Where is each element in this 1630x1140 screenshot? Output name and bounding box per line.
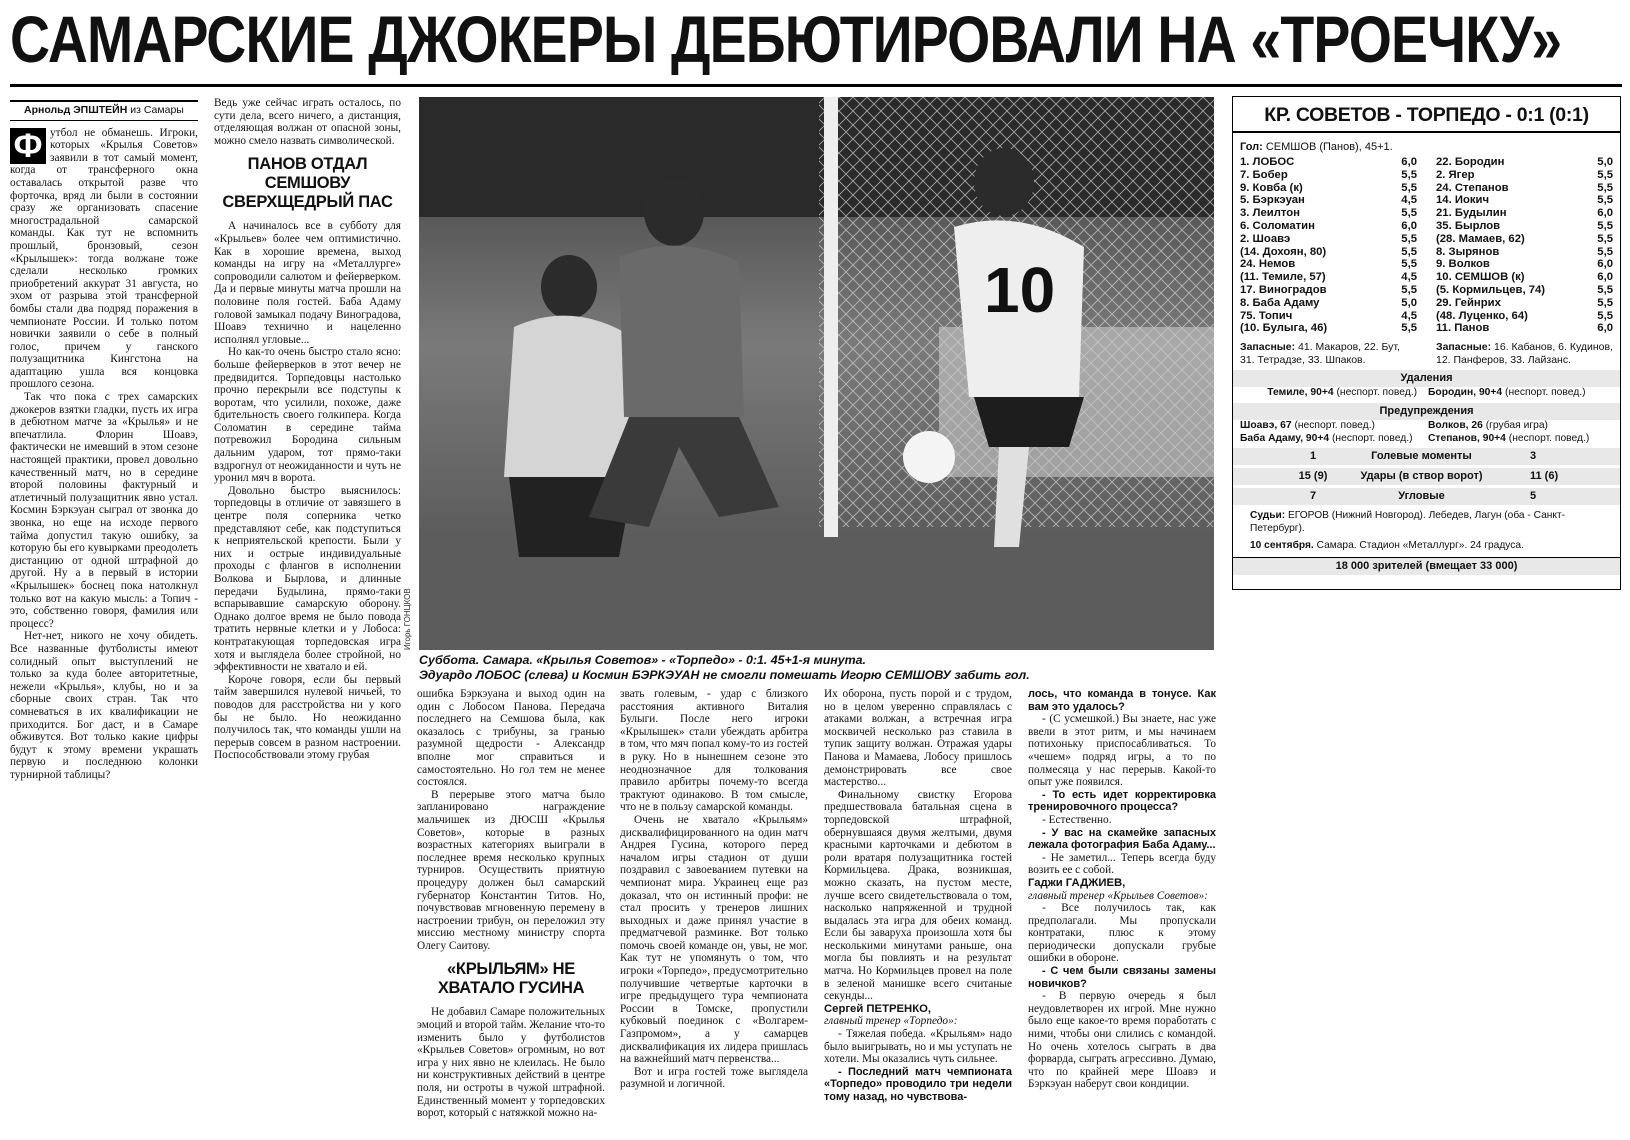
sendoff-home <box>1240 387 1425 400</box>
article-column-2 <box>214 97 401 1097</box>
stat-away-value: 5 <box>1530 490 1537 503</box>
player-rating: 5,5 <box>1401 245 1417 258</box>
player-name: 11. Панов <box>1436 322 1490 335</box>
sendoffs <box>1240 387 1613 400</box>
player-name: 24. Немов <box>1240 258 1296 271</box>
paragraph: Короче говоря, если бы первый тайм завершился нулевой ничьей, то поводов для расстройства ни у кого бы не было. Но неожиданно получилось так, что команды ушли на перерыв совсем в разном настроении. Поспособствовали этому грубая <box>214 673 401 762</box>
stat-home-value: 15 (9) <box>1298 470 1328 483</box>
paragraph: - Тяжелая победа. «Крыльям» надо было выигрывать, но и мы уступать не хотели. Мы оказались чуть сильнее. <box>824 1028 1012 1066</box>
player-rating: 4,5 <box>1401 309 1417 322</box>
player-name: 10. СЕМШОВ (к) <box>1436 271 1525 284</box>
signature <box>824 1003 1012 1028</box>
player-rating: 6,0 <box>1401 219 1417 232</box>
referees-text: ЕГОРОВ (Нижний Новгород). Лебедев, Лагун (оба - Санкт-Петербург). <box>1250 510 1566 534</box>
substitutes <box>1240 341 1613 366</box>
player-name: 24. Степанов <box>1436 181 1509 194</box>
answer: - Не заметил... Теперь всегда буду возить ее с собой. <box>1028 851 1216 877</box>
player-rating: 5,5 <box>1401 283 1417 296</box>
sendoff-away <box>1428 387 1613 400</box>
player-rating: 5,0 <box>1597 156 1613 168</box>
player-name: 6. Соломатин <box>1240 219 1315 232</box>
player-row <box>1436 258 1613 271</box>
stat-home-value: 7 <box>1309 490 1317 503</box>
byline <box>10 100 198 121</box>
player-name: 17. Виноградов <box>1240 283 1327 296</box>
player-name: (5. Кормильцев, 74) <box>1436 283 1546 296</box>
warning-reason: (неспорт. повед.) <box>1294 420 1375 432</box>
player-name: 9. Волков <box>1436 258 1490 271</box>
question: - У вас на скамейке запасных лежала фотография Баба Адаму... <box>1028 826 1216 852</box>
photo-credit: Игорь ГОНЦКОВ <box>403 588 412 650</box>
warning-reason: (неспорт. повед.) <box>1508 432 1590 444</box>
caption-line-1: Суббота. Самара. «Крылья Советов» - «Торпедо» - 0:1. 45+1-я минута. <box>419 653 866 667</box>
player-row <box>1436 194 1613 207</box>
player-rating: 5,0 <box>1401 296 1417 309</box>
article-column-1 <box>10 100 198 1100</box>
player-rating: 5,5 <box>1401 168 1417 181</box>
player-row <box>1436 246 1613 259</box>
subs-home-list: 41. Макаров, 22. Бут, 31. Тетрадзе, 33. Шпаков. <box>1240 341 1400 366</box>
player-rating: 5,5 <box>1401 232 1417 245</box>
subs-away-list: 16. Кабанов, 6. Кудинов, 12. Панферов, 33. Лайзанс. <box>1436 341 1613 366</box>
stat-label: Голевые моменты <box>1371 450 1472 463</box>
sendoffs-header: Удаления <box>1233 370 1620 387</box>
player-row <box>1240 207 1417 220</box>
player-name: 1. ЛОБОС <box>1240 156 1295 168</box>
player-rating: 5,5 <box>1597 168 1613 181</box>
signature-name: Сергей ПЕТРЕНКО, <box>824 1002 932 1015</box>
goal-line <box>1240 141 1613 153</box>
player-name: 9. Ковба (к) <box>1240 181 1303 194</box>
player-rating: 5,5 <box>1597 219 1613 232</box>
player-row <box>1436 156 1613 169</box>
player-name: (28. Мамаев, 62) <box>1436 232 1525 245</box>
player-row <box>1240 194 1417 207</box>
player-name: (10. Булыга, 46) <box>1240 322 1328 335</box>
player-rating: 5,5 <box>1401 207 1417 220</box>
player-row <box>1436 284 1613 297</box>
paragraph: Довольно быстро выяснилось: торпедовцы в отличие от завязшего в центре поля соперника четко представляют себе, как подступиться к неприятельской крепости. Были у них и острые индивидуальные проходы с флангов в исполнении Волкова и Бырлова, и длинные передачи Будылина, прямо-таки вспарывавшие самарскую оборону. Однако долгое время не было повода тратить нервные клетки и у Лобоса: контратакующая торпедовская игра хотя и выглядела более стройной, но эффективности не хватало и ей. <box>214 484 401 674</box>
paragraph: Очень не хватало «Крыльям» дисквалифицированного на один матч Андрея Гусина, которого перед началом игры стадион от души поздравил с завоеванием путевки на чемпионат мира. Украинец еще раз доказал, что он истинный профи: не стал просить у тренеров лишних выходных и даже принял участие в предматчевой разминке. Вот только помочь своей команде он, увы, не мог. Как тут не упомянуть о том, что игроки «Торпедо», предусмотрительно получившие четвертые карточки в игре предыдущего тура чемпионата России в Томске, пропустили кубковый поединок с «Волгарем-Газпромом», а у самарцев дисквалификация их лидера пришлась на важнейший матч первенства... <box>620 813 808 1066</box>
stat-row <box>1233 468 1620 485</box>
paragraph: утбол не обманешь. Игроки, которых «Крылья Советов» заявили в тот самый момент, когда от трансферного окна оставалась открытой разве что форточка, вряд ли были в состоянии сразу же организовать спасение многострадальной самарской команды. Как тут не вспомнить прошлый, бронзовый, сезон «Крылышек»: тогда волжане тоже сделали несколько громких приобретений аккурат 31 августа, но эхом от разрыва этой трансферной бомбы стали два подряд поражения в чемпионате России. И только потом новички заявили о себе в полный голос, причем у ганского полузащитника Кингстона на адаптацию ушла вся концовка прошлого сезона. <box>10 126 198 391</box>
sendoff-home-reason: (неспорт. повед.) <box>1336 386 1417 398</box>
signature-role: главный тренер «Торпедо»: <box>824 1015 958 1028</box>
player-row <box>1240 322 1417 335</box>
byline-place: из Самары <box>130 104 184 116</box>
match-photo <box>419 97 1214 650</box>
paragraph: Так что пока с трех самарских джокеров взятки гладки, пусть их игра в дебютном матче за «Крылья» и не впечатлила. Флорин Шоавэ, фактически не имевший в этом сезоне настоящей практики, провел довольно качественный матч, но в середине второй половины фактурный и атлетичный полузащитник явно устал. Космин Бэркэуан сыграл от звонка до звонка, но еще на исходе первого тайма допустил такую ошибку, за которую бы его кувырками преодолеть дистанцию от одной штрафной до другой. Ну а в первый в истории «Крылышек» боснец пока натолкнул только вот на какую мысль: а Топич - это, собственно говоря, фамилия или процесс? <box>10 391 198 630</box>
attendance: 18 000 зрителей (вмещает 33 000) <box>1233 557 1620 575</box>
match-score-title: КР. СОВЕТОВ - ТОРПЕДО - 0:1 (0:1) <box>1233 97 1620 133</box>
warning-reason: (неспорт. повед.) <box>1332 432 1413 444</box>
player-row <box>1436 271 1613 284</box>
warning-name: Баба Адаму, 90+4 <box>1240 432 1330 444</box>
player-row <box>1240 271 1417 284</box>
player-row <box>1436 297 1613 310</box>
away-substitutes <box>1436 341 1613 366</box>
sendoff-away-reason: (неспорт. повед.) <box>1505 386 1586 398</box>
paragraph: ошибка Бэркэуана и выход один на один с Лобосом Панова. Передача последнего на Семшова была, как оказалось с трибуны, за гранью разумной щедрости - Александр вполне мог справиться и самостоятельно. Но гол тем не менее состоялся. <box>417 688 605 789</box>
goal-label: Гол: <box>1240 141 1263 153</box>
question: - То есть идет корректировка тренировочного процесса? <box>1028 788 1216 814</box>
player-name: 7. Бобер <box>1240 168 1288 181</box>
question: - Последний матч чемпионата «Торпедо» проводило три недели тому назад, но чувствова- <box>824 1065 1012 1103</box>
date-label: 10 сентября. <box>1250 539 1314 551</box>
player-row <box>1240 297 1417 310</box>
sendoff-home-name: Темиле, 90+4 <box>1267 386 1334 398</box>
article-column-4 <box>620 688 808 1136</box>
player-name: 3. Леилтон <box>1240 207 1300 220</box>
player-row <box>1240 169 1417 182</box>
question: лось, что команда в тонусе. Как вам это удалось? <box>1028 688 1216 713</box>
article-column-5 <box>824 688 1012 1136</box>
player-row <box>1436 310 1613 323</box>
away-lineup <box>1436 156 1613 335</box>
signature-name: Гаджи ГАДЖИЕВ, <box>1028 876 1126 889</box>
player-rating: 5,5 <box>1597 194 1613 207</box>
player-rating: 5,5 <box>1597 245 1613 258</box>
player-rating: 5,5 <box>1401 258 1417 271</box>
home-substitutes <box>1240 341 1417 366</box>
player-rating: 5,5 <box>1597 309 1613 322</box>
signature-role: главный тренер «Крыльев Советов»: <box>1028 889 1208 902</box>
warnings-home <box>1240 420 1425 445</box>
paragraph: Финальному свистку Егорова предшествовала батальная сцена в торпедовской штрафной, обернувшаяся двумя желтыми, двумя красными карточками и дебютом в роли вратаря полузащитника гостей Кормильцева. Драка, возникшая, можно сказать, на пустом месте, лучше всего свидетельствовала о том, насколько напряженной и трудной выдалась эта игра для обеих команд. Если бы заваруха произошла хотя бы несколькими минутами раньше, она могла бы повлиять и на результат матча. Но Кормильцев провел на поле в зеленой манишке всего считаные секунды... <box>824 788 1012 1003</box>
referees-label: Судьи: <box>1250 510 1286 522</box>
match-date-venue <box>1240 540 1613 552</box>
paragraph: Нет-нет, никого не хочу обидеть. Все названные футболисты имеют солидный опыт выступлений не только за куда более авторитетные, нежели «Крылья», клубы, но и за сборные своих стран. Так что сомневаться в их квалификации не приходится. Бог даст, и в Самаре обживутся. Вот только какие цифры будут к этому времени украшать первую и последнюю колонки турнирной таблицы? <box>10 630 198 781</box>
player-rating: 6,0 <box>1597 258 1613 271</box>
stat-home-value: 1 <box>1309 450 1317 463</box>
paragraph: В перерыве этого матча было запланировано награждение мальчишек из ДЮСШ «Крылья Советов», которые в разных возрастных категориях выиграли в последнее время несколько крупных турниров. Осуществить приятную процедуру должен был самарский губернатор Константин Титов. Но, почувствовав мгновенную перемену в настроении трибун, он переложил эту миссию местному министру спорта Олегу Саитову. <box>417 788 605 952</box>
player-row <box>1436 182 1613 195</box>
player-rating: 4,5 <box>1401 194 1417 207</box>
player-name: (48. Луценко, 64) <box>1436 309 1528 322</box>
paragraph: Вот и игра гостей тоже выглядела разумной и логичной. <box>620 1065 808 1091</box>
home-lineup <box>1240 156 1417 335</box>
player-name: 14. Иокич <box>1436 194 1490 207</box>
subs-label: Запасные: <box>1436 341 1492 354</box>
player-name: 2. Шоавэ <box>1240 232 1291 245</box>
player-row <box>1436 322 1613 335</box>
player-row <box>1436 233 1613 246</box>
player-row <box>1240 310 1417 323</box>
player-name: 29. Гейнрих <box>1436 296 1501 309</box>
match-photo-image <box>419 97 1214 650</box>
subhead: ПАНОВ ОТДАЛ СЕМШОВУ СВЕРХЩЕДРЫЙ ПАС <box>222 155 393 212</box>
player-row <box>1240 220 1417 233</box>
lineups <box>1240 156 1613 335</box>
paragraph: звать голевым, - удар с близкого расстояния активного Виталия Булыги. После него игроки «Крылышек» стали убеждать арбитра в том, что мяч попал кому-то из гостей в руку. Но в нынешнем сезоне это неоднозначное для толкования правило арбитры почему-то всегда трактуют одинаково. В том смысле, что не в пользу самарской команды. <box>620 688 808 814</box>
warning-name: Волков, 26 <box>1428 420 1483 432</box>
photo-caption <box>419 653 1214 683</box>
player-row <box>1240 182 1417 195</box>
subhead: «КРЫЛЬЯМ» НЕ ХВАТАЛО ГУСИНА <box>437 960 585 998</box>
paragraph: Но как-то очень быстро стало ясно: больше фейерверков в этот вечер не предвидится. Торпедовцы настолько прочно перекрыли все подступы к воротам, что усилили, похоже, даже бдительность своего голкипера. Когда Соломатин в середине тайма потревожил Бородина сильным дальним ударом, тот прямо-таки вздрогнул от неожиданности и чуть не уронил мяч в ворота. <box>214 346 401 485</box>
referees <box>1240 510 1613 534</box>
player-row <box>1436 220 1613 233</box>
warning-name: Степанов, 90+4 <box>1428 432 1506 444</box>
player-row <box>1240 284 1417 297</box>
player-name: 35. Бырлов <box>1436 219 1501 232</box>
player-rating: 5,5 <box>1597 181 1613 194</box>
subs-label: Запасные: <box>1240 341 1296 354</box>
player-rating: 6,0 <box>1597 322 1613 335</box>
stat-away-value: 11 (6) <box>1530 470 1559 483</box>
player-row <box>1240 246 1417 259</box>
player-name: 21. Будылин <box>1436 207 1507 220</box>
paragraph: А начиналось все в субботу для «Крыльев» более чем оптимистично. Как в хорошие времена, выход команды на игру на «Металлурге» сопроводили салютом и фейерверком. Да и первые минуты матча прошли на половине поля гостей. Баба Адаму головой замыкал подачу Виноградова, Шоавэ технично и нацеленно исполнял угловые... <box>214 220 401 346</box>
dropcap: Ф <box>10 128 46 164</box>
stat-away-value: 3 <box>1530 450 1537 463</box>
player-rating: 5,5 <box>1401 181 1417 194</box>
paragraph: Не добавил Самаре положительных эмоций и второй тайм. Желание что-то изменить было у футболистов «Крыльев Советов» огромным, но вот игра у них явно не клеилась. Не было ни конструктивных действий в центре поля, ни остроты в чужой штрафной. Единственный момент у торпедовских ворот, который с натяжкой можно на- <box>417 1006 605 1120</box>
player-rating: 4,5 <box>1401 271 1417 284</box>
answer: - В первую очередь я был неудовлетворен их игрой. Мне нужно было еще какое-то время поработать с ними, чтобы они слились с командой. Но очень хотелось сыграть в два форварда, сыграть агрессивно. Думаю, что по крайней мере Шоавэ и Бэркэуан наберут свои кондиции. <box>1028 990 1216 1091</box>
warning-reason: (грубая игра) <box>1485 420 1548 432</box>
player-row <box>1240 233 1417 246</box>
goal-text: СЕМШОВ (Панов), 45+1. <box>1265 141 1393 153</box>
paragraph: Их оборона, пусть порой и с трудом, но в целом уверенно справлялась с атаками волжан, а встречная игра москвичей несколько раз ставила в тупик защиту волжан. Отражая удары Панова и Мамаева, Лобосу пришлось демонстрировать все свое мастерство... <box>824 688 1012 789</box>
answer: - Естественно. <box>1042 813 1112 826</box>
warnings-header: Предупреждения <box>1233 403 1620 420</box>
player-rating: 5,5 <box>1401 322 1417 335</box>
caption-line-2: Эдуардо ЛОБОС (слева) и Космин БЭРКЭУАН не смогли помешать Игорю СЕМШОВУ забить гол. <box>419 668 1030 682</box>
player-name: 8. Баба Адаму <box>1240 296 1320 309</box>
player-name: 22. Бородин <box>1436 156 1505 168</box>
player-name: 8. Зырянов <box>1436 245 1500 258</box>
headline-rule <box>10 84 1622 87</box>
signature <box>1028 877 1216 902</box>
warning-name: Шоавэ, 67 <box>1240 420 1292 432</box>
paragraph: Ведь уже сейчас играть осталось, по сути дела, всего ничего, а дистанция, отделяющая волжан от опасной зоны, можно смело назвать символической. <box>214 97 401 147</box>
answer: - (С усмешкой.) Вы знаете, нас уже ввели в этот ритм, и мы начинаем потихоньку приспосабливаться. То «чешем» подряд игры, а то по полмесяца у нас перерыв. Какой-то опыт уже появился. <box>1028 713 1216 789</box>
article-column-3 <box>417 688 605 1136</box>
article-column-6 <box>1028 688 1216 1136</box>
player-rating: 5,5 <box>1597 296 1613 309</box>
player-row <box>1436 169 1613 182</box>
player-name: 75. Топич <box>1240 309 1293 322</box>
sendoff-away-name: Бородин, 90+4 <box>1428 386 1503 398</box>
player-rating: 6,0 <box>1401 156 1417 168</box>
stat-row <box>1233 448 1620 465</box>
question: - С чем были связаны замены новичков? <box>1028 965 1216 990</box>
player-name: 2. Ягер <box>1436 168 1475 181</box>
answer: - Все получилось так, как предполагали. Мы пропускали контратаки, плюс к этому периодически допускали грубые ошибки в обороне. <box>1028 902 1216 965</box>
player-name: (14. Дохоян, 80) <box>1240 245 1327 258</box>
stat-row <box>1233 488 1620 505</box>
warnings-away <box>1428 420 1613 445</box>
stat-label: Угловые <box>1398 490 1445 503</box>
player-row <box>1436 207 1613 220</box>
headline: САМАРСКИЕ ДЖОКЕРЫ ДЕБЮТИРОВАЛИ НА «ТРОЕЧКУ» <box>10 2 1562 76</box>
player-row <box>1240 156 1417 169</box>
player-rating: 5,5 <box>1597 283 1613 296</box>
player-rating: 6,0 <box>1597 271 1613 284</box>
svg-text:10: 10 <box>984 254 1056 326</box>
stat-label: Удары (в створ ворот) <box>1360 470 1483 483</box>
player-rating: 5,5 <box>1597 232 1613 245</box>
warnings <box>1240 420 1613 445</box>
venue-text: Самара. Стадион «Металлург». 24 градуса. <box>1316 539 1524 551</box>
player-rating: 6,0 <box>1597 207 1613 220</box>
player-name: 5. Бэркэуан <box>1240 194 1305 207</box>
byline-author: Арнольд ЭПШТЕЙН <box>24 104 128 116</box>
match-report-box <box>1232 96 1621 590</box>
player-row <box>1240 258 1417 271</box>
player-name: (11. Темиле, 57) <box>1240 271 1326 284</box>
